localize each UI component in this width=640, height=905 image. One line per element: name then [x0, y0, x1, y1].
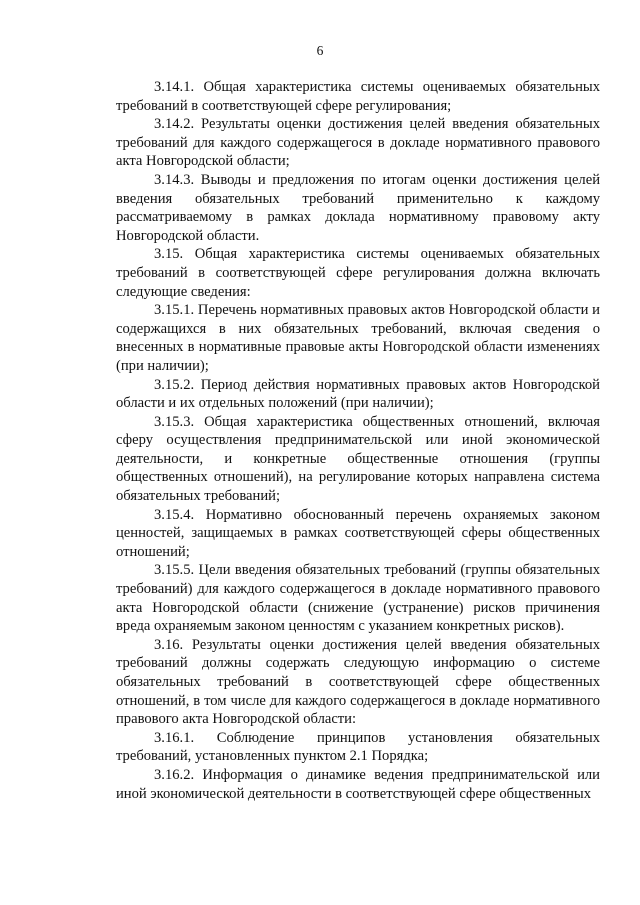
- paragraph-3-16: 3.16. Результаты оценки достижения целей введения обязательных требований должны содержать следующую информацию о системе обязательных требований в соответствующей сфере общественных отношений, в том числе для каждого содержащегося в докладе нормативного правового акта Новгородской области:: [116, 636, 600, 728]
- paragraph-3-16-2: 3.16.2. Информация о динамике ведения предпринимательской или иной экономической деятельности в соответствующей сфере общественных: [116, 766, 600, 802]
- paragraph-3-14-1: 3.14.1. Общая характеристика системы оцениваемых обязательных требований в соответствующей сфере регулирования;: [116, 79, 600, 114]
- paragraph-3-14-3: 3.14.3. Выводы и предложения по итогам оценки достижения целей введения обязательных требований применительно к каждому рассматриваемому в рамках доклада нормативному правовому акту Новгородской области.: [116, 171, 600, 244]
- paragraph-3-15-3: 3.15.3. Общая характеристика общественных отношений, включая сферу осуществления предпринимательской или иной экономической деятельности, и конкретные общественные отношения (группы общественных отношений), на регулирование которых направлена система обязательных требований;: [116, 413, 600, 505]
- document-body: [116, 78, 600, 803]
- paragraph-3-15-2: 3.15.2. Период действия нормативных правовых актов Новгородской области и их отдельных положений (при наличии);: [116, 376, 600, 412]
- paragraph-3-15: 3.15. Общая характеристика системы оцениваемых обязательных требований в соответствующей сфере регулирования должна включать следующие сведения:: [116, 246, 600, 300]
- page-number: 6: [316, 43, 324, 58]
- paragraph-3-14-2: 3.14.2. Результаты оценки достижения целей введения обязательных требований для каждого содержащегося в докладе нормативного правового акта Новгородской области;: [116, 116, 600, 170]
- paragraph-3-15-1: 3.15.1. Перечень нормативных правовых актов Новгородской области и содержащихся в них обязательных требований, включая сведения о внесенных в нормативные правовые акты Новгородской области изменениях (при наличии);: [116, 302, 600, 374]
- paragraph-3-16-1: 3.16.1. Соблюдение принципов установления обязательных требований, установленных пунктом 2.1 Порядка;: [116, 729, 600, 765]
- paragraph-3-15-4: 3.15.4. Нормативно обоснованный перечень охраняемых законом ценностей, защищаемых в рамках соответствующей сферы общественных отношений;: [116, 506, 600, 560]
- paragraph-3-15-5: 3.15.5. Цели введения обязательных требований (группы обязательных требований) для каждого содержащегося в докладе нормативного правового акта Новгородской области (снижение (устранение) рисков причинения вреда охраняемым законом ценностям с указанием конкретных рисков).: [116, 562, 600, 635]
